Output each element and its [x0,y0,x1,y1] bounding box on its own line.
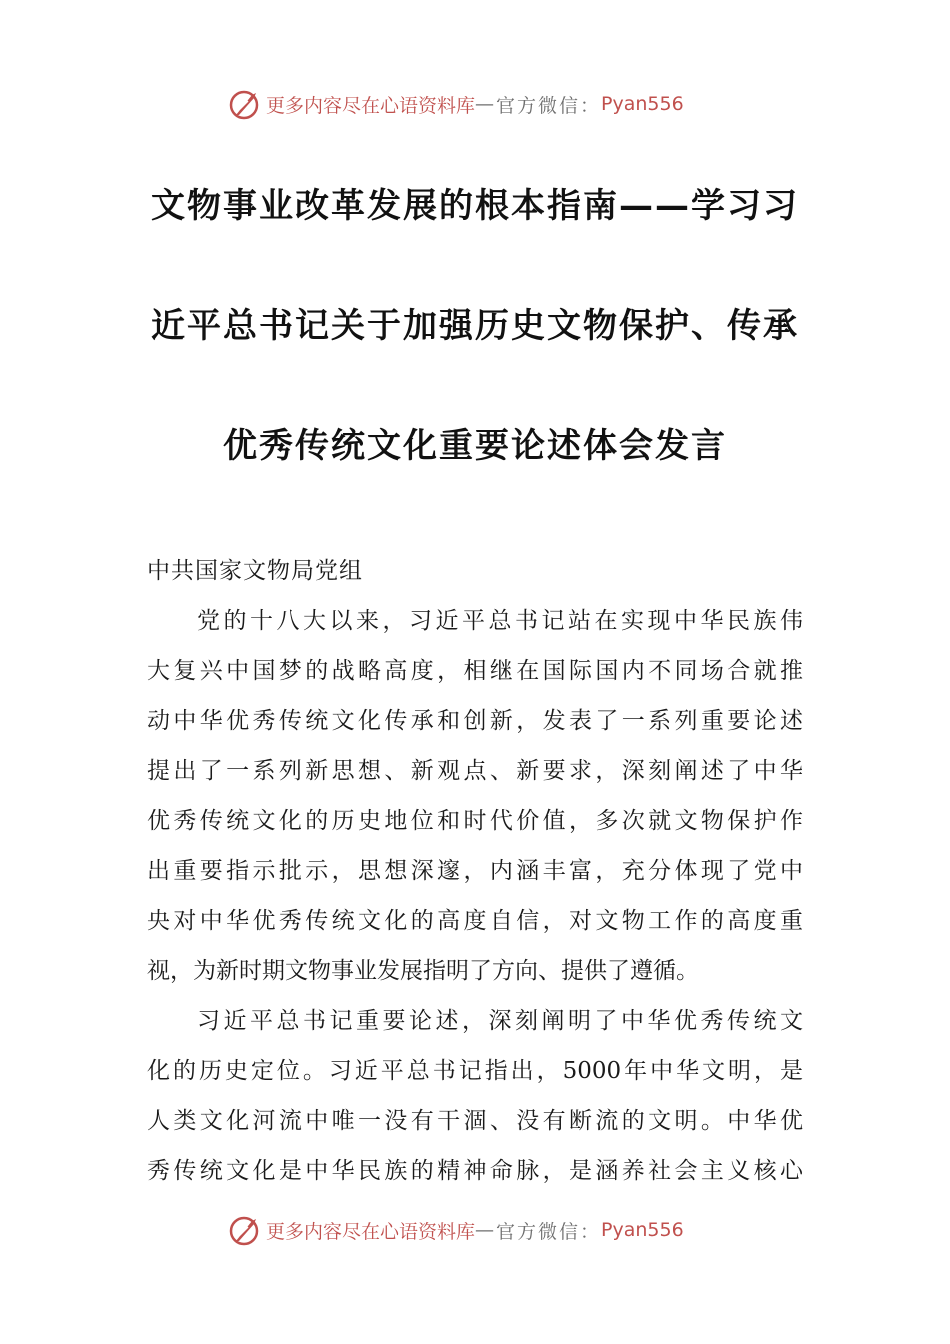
watermark-dash: — [475,1219,497,1241]
quill-pen-icon [228,87,262,121]
watermark-official-label: 官方微信： [496,94,602,117]
document-title-line-3: 优秀传统文化重要论述体会发言 [223,426,727,466]
footer-watermark [228,1212,748,1248]
watermark-brand: 更多内容尽在心语资料库 [266,1220,476,1243]
watermark-dash: — [475,93,497,115]
paragraph-2-line-4: 秀传统文化是中华民族的精神命脉，是涵养社会主义核心 [147,1158,803,1184]
header-watermark [228,86,748,122]
document-title-line-2: 近平总书记关于加强历史文物保护、传承 [151,306,799,346]
paragraph-1-line-7: 央对中华优秀传统文化的高度自信，对文物工作的高度重 [147,908,803,934]
document-title-line-1: 文物事业改革发展的根本指南——学习习 [151,186,799,226]
paragraph-1-line-2: 大复兴中国梦的战略高度，相继在国际国内不同场合就推 [147,658,803,684]
paragraph-2-line-2: 化的历史定位。习近平总书记指出，5000年中华文明，是 [147,1058,803,1084]
paragraph-1-line-4: 提出了一系列新思想、新观点、新要求，深刻阐述了中华 [147,758,803,784]
paragraph-1-line-8: 视，为新时期文物事业发展指明了方向、提供了遵循。 [147,958,699,984]
paragraph-1-line-6: 出重要指示批示，思想深邃，内涵丰富，充分体现了党中 [147,858,803,884]
paragraph-1-line-1: 党的十八大以来，习近平总书记站在实现中华民族伟 [197,608,803,634]
watermark-wechat-id: Pyan556 [601,93,684,115]
quill-pen-icon [228,1213,262,1247]
watermark-official-label: 官方微信： [496,1220,602,1243]
watermark-brand: 更多内容尽在心语资料库 [266,94,476,117]
paragraph-1-line-5: 优秀传统文化的历史地位和时代价值，多次就文物保护作 [147,808,803,834]
watermark-wechat-id: Pyan556 [601,1219,684,1241]
paragraph-2-line-3: 人类文化河流中唯一没有干涸、没有断流的文明。中华优 [147,1108,803,1134]
paragraph-2-line-1: 习近平总书记重要论述，深刻阐明了中华优秀传统文 [197,1008,803,1034]
paragraph-1-line-3: 动中华优秀传统文化传承和创新，发表了一系列重要论述 [147,708,803,734]
document-author: 中共国家文物局党组 [147,558,363,584]
